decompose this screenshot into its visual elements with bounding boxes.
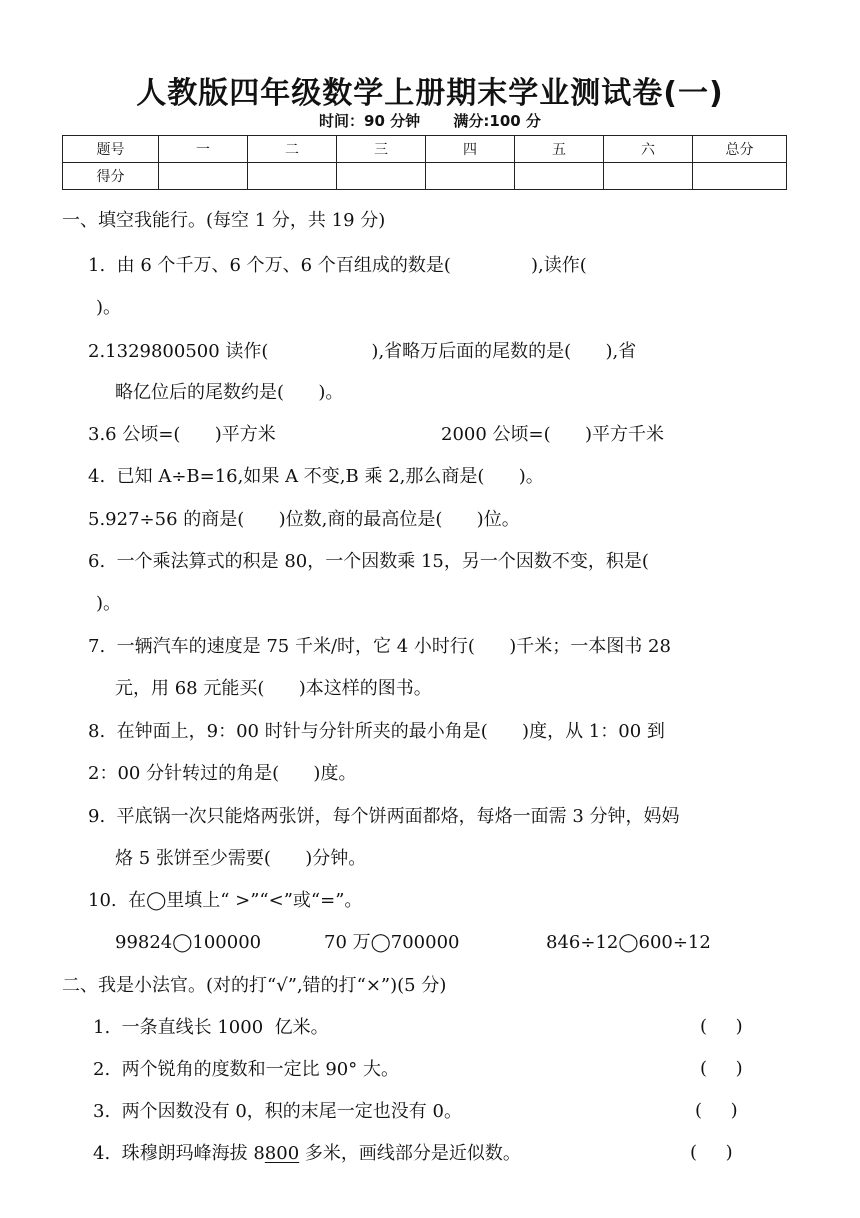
score-input-cell[interactable]	[693, 163, 787, 190]
table-cell: 二	[248, 136, 337, 163]
table-cell: 题号	[63, 136, 159, 163]
question-2-line-2: 略亿位后的尾数约是( )。	[115, 382, 344, 403]
question-9-line-2: 烙 5 张饼至少需要( )分钟。	[115, 848, 367, 869]
judge-4-text-pre: 4. 珠穆朗玛峰海拔 8	[93, 1143, 265, 1164]
question-7-line-2: 元，用 68 元能买( )本这样的图书。	[115, 678, 432, 699]
question-10-compare-3: 846÷12◯600÷12	[546, 932, 711, 953]
judge-2: 2. 两个锐角的度数和一定比 90° 大。	[93, 1059, 399, 1080]
question-6-line-1: 6. 一个乘法算式的积是 80，一个因数乘 15，另一个因数不变，积是(	[88, 551, 649, 572]
judge-4-underlined: 800	[264, 1143, 300, 1164]
question-10-compare-1: 99824◯100000	[115, 932, 262, 953]
judge-3: 3. 两个因数没有 0，积的末尾一定也没有 0。	[93, 1101, 462, 1122]
question-10-compare-2: 70 万◯700000	[324, 932, 460, 953]
judge-2-answer[interactable]: ( )	[700, 1058, 743, 1079]
table-cell: 一	[159, 136, 248, 163]
judge-1-answer[interactable]: ( )	[700, 1016, 743, 1037]
question-4: 4. 已知 A÷B=16,如果 A 不变,B 乘 2,那么商是( )。	[88, 466, 544, 487]
question-9-line-1: 9. 平底锅一次只能烙两张饼，每个饼两面都烙，每烙一面需 3 分钟，妈妈	[88, 806, 680, 827]
judge-4-text-post: 多米，画线部分是近似数。	[299, 1143, 521, 1164]
question-3-part-2: 2000 公顷=( )平方千米	[441, 424, 664, 445]
judge-1: 1. 一条直线长 1000 亿米。	[93, 1017, 329, 1038]
score-input-cell[interactable]	[248, 163, 337, 190]
page-title: 人教版四年级数学上册期末学业测试卷(一)	[136, 76, 724, 111]
question-8-line-2: 2：00 分针转过的角是( )度。	[88, 763, 357, 784]
section-1-heading: 一、填空我能行。(每空 1 分，共 19 分)	[62, 210, 386, 231]
judge-4	[93, 1142, 521, 1166]
question-2-line-1: 2.1329800500 读作( ),省略万后面的尾数的是( ),省	[88, 341, 637, 362]
score-table	[62, 135, 787, 190]
judge-3-answer[interactable]: ( )	[695, 1100, 738, 1121]
table-cell: 总分	[693, 136, 787, 163]
question-6-line-2: )。	[96, 593, 122, 614]
table-cell: 六	[604, 136, 693, 163]
score-table-score-row	[63, 163, 787, 190]
score-input-cell[interactable]	[426, 163, 515, 190]
table-cell: 得分	[63, 163, 159, 190]
question-8-line-1: 8. 在钟面上，9：00 时针与分针所夹的最小角是( )度，从 1：00 到	[88, 721, 665, 742]
score-input-cell[interactable]	[337, 163, 426, 190]
score-input-cell[interactable]	[159, 163, 248, 190]
section-2-heading: 二、我是小法官。(对的打“√”,错的打“×”)(5 分)	[62, 975, 447, 996]
table-cell: 三	[337, 136, 426, 163]
question-7-line-1: 7. 一辆汽车的速度是 75 千米/时，它 4 小时行( )千米；一本图书 28	[88, 636, 671, 657]
judge-4-answer[interactable]: ( )	[690, 1142, 733, 1163]
table-cell: 四	[426, 136, 515, 163]
exam-full-score: 满分:100 分	[453, 112, 541, 130]
question-3-part-1: 3.6 公顷=( )平方米	[88, 424, 276, 445]
question-1-line-1: 1. 由 6 个千万、6 个万、6 个百组成的数是( ),读作(	[88, 255, 587, 276]
question-10: 10. 在◯里填上“ >”“<”或“=”。	[88, 890, 363, 911]
score-input-cell[interactable]	[604, 163, 693, 190]
table-cell: 五	[515, 136, 604, 163]
score-input-cell[interactable]	[515, 163, 604, 190]
exam-info	[0, 110, 860, 131]
exam-time: 时间：90 分钟	[319, 112, 421, 130]
question-5: 5.927÷56 的商是( )位数,商的最高位是( )位。	[88, 509, 520, 530]
question-1-line-2: )。	[96, 297, 122, 318]
score-table-header-row	[63, 136, 787, 163]
